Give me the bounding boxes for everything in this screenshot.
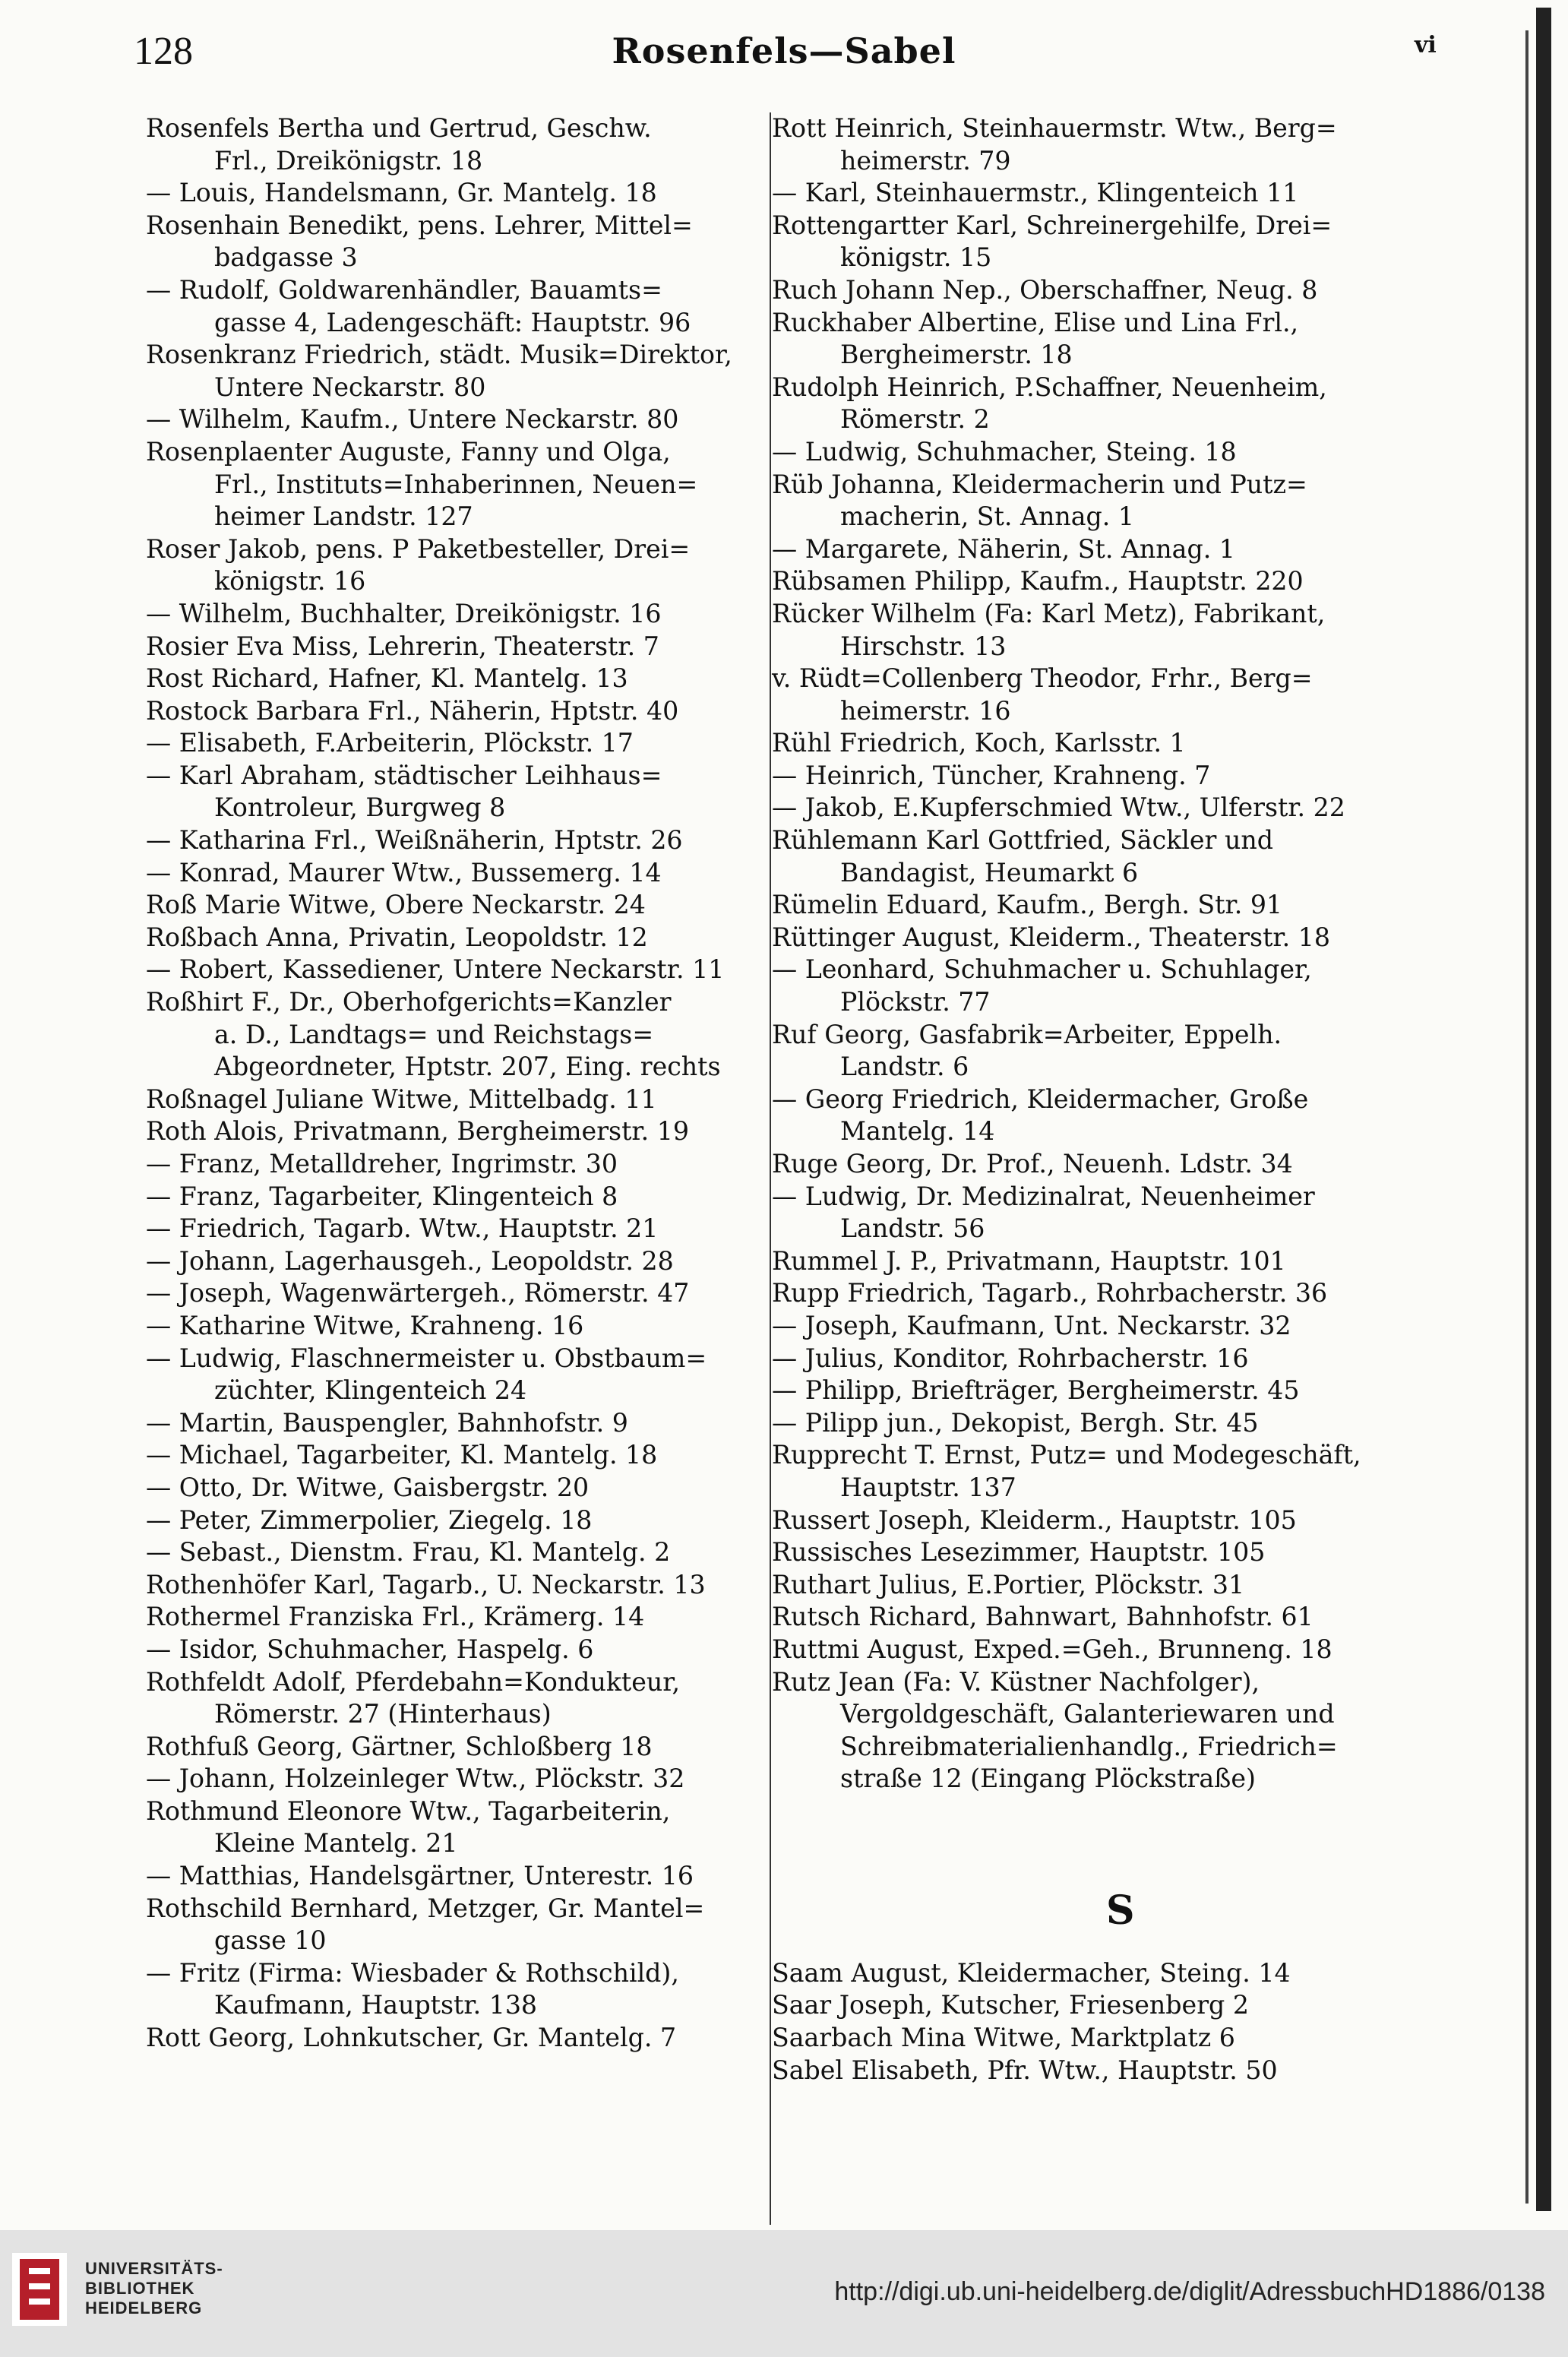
page-edge-line: [1525, 30, 1528, 2204]
directory-entry: [146, 533, 757, 598]
entry-continuation-line: Kleine Mantelg. 21: [214, 1828, 458, 1859]
entry-line: — Ludwig, Flaschnermeister u. Obstbaum=: [146, 1343, 707, 1373]
directory-entry: [146, 598, 757, 631]
entry-line: Rudolph Heinrich, P.Schaffner, Neuenheim,: [772, 372, 1327, 402]
entry-line: — Elisabeth, F.Arbeiterin, Plöckstr. 17: [146, 728, 634, 758]
directory-entry: [146, 210, 757, 274]
directory-entry: [772, 533, 1401, 566]
directory-entry: [146, 922, 757, 954]
directory-entry: [146, 1860, 757, 1893]
entry-continuation-line: Landstr. 56: [840, 1213, 985, 1244]
directory-entry: [146, 1795, 757, 1860]
entry-line: Russert Joseph, Kleiderm., Hauptstr. 105: [772, 1504, 1297, 1535]
entry-continuation-line: Plöckstr. 77: [840, 987, 991, 1017]
entry-line: — Ludwig, Schuhmacher, Steing. 18: [772, 436, 1237, 467]
entry-line: Rüttinger August, Kleiderm., Theaterstr. 18: [772, 922, 1330, 952]
entry-line: Rothfuß Georg, Gärtner, Schloßberg 18: [146, 1731, 653, 1761]
entry-line: Ruttmi August, Exped.=Geh., Brunneng. 18: [772, 1634, 1332, 1664]
entry-line: Saar Joseph, Kutscher, Friesenberg 2: [772, 1990, 1249, 2020]
entry-line: — Wilhelm, Kaufm., Untere Neckarstr. 80: [146, 404, 679, 435]
library-name-line-2: BIBLIOTHEK: [85, 2279, 195, 2298]
directory-entry: [772, 1989, 1401, 2022]
entry-line: Roßhirt F., Dr., Oberhofgerichts=Kanzler: [146, 987, 672, 1017]
entry-line: Rosier Eva Miss, Lehrerin, Theaterstr. 7: [146, 631, 659, 661]
entry-line: Rutz Jean (Fa: V. Küstner Nachfolger),: [772, 1666, 1260, 1697]
entry-line: Ruge Georg, Dr. Prof., Neuenh. Ldstr. 34: [772, 1149, 1293, 1178]
university-seal-icon: [12, 2253, 67, 2326]
entry-line: Rupp Friedrich, Tagarb., Rohrbacherstr. 36: [772, 1278, 1328, 1308]
entry-line: Rothermel Franziska Frl., Krämerg. 14: [146, 1602, 645, 1632]
entry-line: Rühlemann Karl Gottfried, Säckler und: [772, 825, 1273, 856]
entry-continuation-line: königstr. 15: [840, 242, 992, 273]
entry-line: Rühl Friedrich, Koch, Karlsstr. 1: [772, 728, 1186, 758]
entry-line: Rupprecht T. Ernst, Putz= und Modegeschäft,: [772, 1440, 1361, 1470]
entry-line: — Isidor, Schuhmacher, Haspelg. 6: [146, 1634, 594, 1664]
entry-line: Rottengartter Karl, Schreinergehilfe, Drei=: [772, 210, 1332, 240]
entry-continuation-line: Untere Neckarstr. 80: [214, 372, 486, 402]
entry-continuation-line: gasse 4, Ladengeschäft: Hauptstr. 96: [214, 307, 691, 337]
entry-continuation-line: gasse 10: [214, 1925, 327, 1956]
entry-continuation-line: Frl., Instituts=Inhaberinnen, Neuen=: [214, 469, 698, 499]
directory-entry: [146, 1731, 757, 1764]
directory-entry: [146, 1213, 757, 1245]
entry-line: Rosenfels Bertha und Gertrud, Geschw.: [146, 113, 652, 143]
entry-continuation-line: Frl., Dreikönigstr. 18: [214, 145, 483, 176]
directory-entry: [772, 1536, 1401, 1569]
directory-entry: [146, 727, 757, 760]
right-column: [772, 112, 1401, 2086]
directory-entry: [146, 1504, 757, 1537]
directory-entry: [772, 954, 1401, 1018]
entry-line: — Joseph, Wagenwärtergeh., Römerstr. 47: [146, 1278, 690, 1308]
directory-entry: [772, 1439, 1401, 1504]
directory-entry: [772, 274, 1401, 307]
entry-line: — Julius, Konditor, Rohrbacherstr. 16: [772, 1343, 1249, 1373]
entry-continuation-line: Hirschstr. 13: [840, 631, 1007, 661]
entry-line: Rott Heinrich, Steinhauermstr. Wtw., Berg=: [772, 113, 1337, 143]
directory-entry: [146, 631, 757, 663]
entry-line: — Georg Friedrich, Kleidermacher, Große: [772, 1084, 1309, 1114]
directory-entry: [772, 469, 1401, 533]
directory-entry: [772, 177, 1401, 210]
entry-continuation-line: Bandagist, Heumarkt 6: [840, 857, 1139, 887]
entry-continuation-line: Abgeordneter, Hptstr. 207, Eing. rechts: [214, 1052, 721, 1082]
entry-line: Rostock Barbara Frl., Näherin, Hptstr. 40: [146, 695, 679, 726]
entry-line: Ruch Johann Nep., Oberschaffner, Neug. 8: [772, 274, 1318, 305]
directory-entry: [772, 372, 1401, 436]
directory-entry: [146, 954, 757, 986]
directory-entry: [146, 986, 757, 1084]
source-url-link[interactable]: http://digi.ub.uni-heidelberg.de/diglit/AdressbuchHD1886/0138: [834, 2277, 1545, 2306]
section-letter-heading: S: [1106, 1887, 1135, 1934]
entry-line: — Peter, Zimmerpolier, Ziegelg. 18: [146, 1504, 593, 1535]
directory-entry: [772, 1277, 1401, 1310]
entry-line: Rosenhain Benedikt, pens. Lehrer, Mittel=: [146, 210, 693, 240]
directory-entry: [772, 2055, 1401, 2087]
directory-entry: [772, 1569, 1401, 1602]
directory-entry: [772, 1375, 1401, 1407]
entry-line: — Johann, Lagerhausgeh., Leopoldstr. 28: [146, 1245, 674, 1276]
directory-entry: [146, 1407, 757, 1440]
directory-entry: [146, 1666, 757, 1731]
entry-line: Roser Jakob, pens. P Paketbesteller, Drei=: [146, 533, 691, 564]
directory-entry: [772, 1181, 1401, 1245]
entry-line: Rosenplaenter Auguste, Fanny und Olga,: [146, 436, 671, 467]
entry-continuation-line: a. D., Landtags= und Reichstags=: [214, 1019, 654, 1049]
directory-entry: [146, 112, 757, 177]
entry-line: — Jakob, E.Kupferschmied Wtw., Ulferstr. 22: [772, 793, 1345, 823]
entry-line: Rücker Wilhelm (Fa: Karl Metz), Fabrikant,: [772, 598, 1326, 628]
entry-continuation-line: Schreibmaterialienhandlg., Friedrich=: [840, 1731, 1338, 1761]
directory-entry: [772, 565, 1401, 598]
entry-line: — Matthias, Handelsgärtner, Unterestr. 16: [146, 1861, 694, 1891]
entry-line: — Pilipp jun., Dekopist, Bergh. Str. 45: [772, 1407, 1259, 1438]
directory-entry: [146, 1115, 757, 1148]
entry-line: — Margarete, Näherin, St. Annag. 1: [772, 533, 1235, 564]
entry-line: — Konrad, Maurer Wtw., Bussemerg. 14: [146, 857, 662, 887]
directory-entry: [772, 824, 1401, 889]
entry-line: — Louis, Handelsmann, Gr. Mantelg. 18: [146, 178, 657, 208]
entry-continuation-line: straße 12 (Eingang Plöckstraße): [840, 1764, 1256, 1794]
entry-line: Rümelin Eduard, Kaufm., Bergh. Str. 91: [772, 890, 1283, 920]
directory-entry: [772, 1504, 1401, 1537]
entry-line: Russisches Lesezimmer, Hauptstr. 105: [772, 1537, 1266, 1568]
entry-line: v. Rüdt=Collenberg Theodor, Frhr., Berg=: [772, 663, 1313, 694]
directory-entry: [772, 1601, 1401, 1634]
directory-entry: [146, 1343, 757, 1407]
directory-entry: [146, 760, 757, 824]
entry-line: Ruckhaber Albertine, Elise und Lina Frl.,: [772, 307, 1299, 337]
entry-continuation-line: züchter, Klingenteich 24: [214, 1375, 527, 1406]
entry-line: — Michael, Tagarbeiter, Kl. Mantelg. 18: [146, 1440, 658, 1470]
directory-entry: [772, 2022, 1401, 2055]
entry-line: — Martin, Bauspengler, Bahnhofstr. 9: [146, 1407, 628, 1438]
directory-entry: [772, 727, 1401, 760]
entry-line: — Karl, Steinhauermstr., Klingenteich 11: [772, 178, 1299, 208]
entry-line: — Wilhelm, Buchhalter, Dreikönigstr. 16: [146, 598, 662, 628]
directory-entry: [146, 695, 757, 728]
entry-line: Rummel J. P., Privatmann, Hauptstr. 101: [772, 1245, 1286, 1276]
directory-entry: [772, 1634, 1401, 1666]
left-column: [146, 112, 757, 2055]
directory-entry: [146, 1310, 757, 1343]
entry-line: — Katharina Frl., Weißnäherin, Hptstr. 26: [146, 825, 683, 856]
directory-entry: [146, 1601, 757, 1634]
column-divider: [770, 112, 771, 2225]
entry-line: — Franz, Metalldreher, Ingrimstr. 30: [146, 1149, 618, 1178]
library-name-line-3: HEIDELBERG: [85, 2298, 203, 2317]
directory-entry: [772, 1407, 1401, 1440]
directory-entry: [772, 792, 1401, 824]
entry-continuation-line: Mantelg. 14: [840, 1116, 995, 1147]
entry-line: Rutsch Richard, Bahnwart, Bahnhofstr. 61: [772, 1602, 1314, 1632]
entry-continuation-line: Kontroleur, Burgweg 8: [214, 793, 506, 823]
directory-entry: [146, 1634, 757, 1666]
directory-entry: [772, 1148, 1401, 1181]
directory-entry: [146, 436, 757, 533]
entry-continuation-line: badgasse 3: [214, 242, 358, 273]
entry-continuation-line: Vergoldgeschäft, Galanteriewaren und: [840, 1699, 1335, 1729]
entry-continuation-line: Landstr. 6: [840, 1052, 969, 1082]
entry-line: Rüb Johanna, Kleidermacherin und Putz=: [772, 469, 1307, 499]
page-edge-shadow: [1536, 8, 1551, 2211]
directory-entry: [772, 1310, 1401, 1343]
entry-continuation-line: heimerstr. 79: [840, 145, 1011, 176]
entry-line: Ruf Georg, Gasfabrik=Arbeiter, Eppelh.: [772, 1019, 1282, 1049]
entry-continuation-line: königstr. 16: [214, 566, 366, 596]
directory-entry: [146, 824, 757, 857]
directory-entry: [772, 1957, 1401, 1990]
directory-entry: [146, 274, 757, 339]
entry-line: — Joseph, Kaufmann, Unt. Neckarstr. 32: [772, 1310, 1291, 1340]
entry-line: Roßbach Anna, Privatin, Leopoldstr. 12: [146, 922, 648, 952]
entry-line: Rübsamen Philipp, Kaufm., Hauptstr. 220: [772, 566, 1304, 596]
entry-line: — Johann, Holzeinleger Wtw., Plöckstr. 32: [146, 1764, 685, 1794]
entry-line: Rothmund Eleonore Wtw., Tagarbeiterin,: [146, 1795, 671, 1826]
entry-continuation-line: Kaufmann, Hauptstr. 138: [214, 1990, 538, 2020]
directory-entry: [146, 403, 757, 436]
directory-entry: [146, 1763, 757, 1795]
directory-entry: [146, 1569, 757, 1602]
entry-line: — Fritz (Firma: Wiesbader & Rothschild),: [146, 1957, 679, 1988]
library-name-line-1: UNIVERSITÄTS-: [85, 2259, 223, 2278]
entry-continuation-line: Hauptstr. 137: [840, 1472, 1016, 1502]
entry-continuation-line: Römerstr. 27 (Hinterhaus): [214, 1699, 552, 1729]
directory-entry: [146, 1472, 757, 1504]
directory-entry: [772, 889, 1401, 922]
entry-line: Rosenkranz Friedrich, städt. Musik=Direktor,: [146, 340, 732, 370]
entry-line: Sabel Elisabeth, Pfr. Wtw., Hauptstr. 50: [772, 2055, 1278, 2085]
directory-entry: [146, 339, 757, 403]
entry-continuation-line: Bergheimerstr. 18: [840, 340, 1073, 370]
entry-line: — Rudolf, Goldwarenhändler, Bauamts=: [146, 274, 662, 305]
entry-line: — Franz, Tagarbeiter, Klingenteich 8: [146, 1181, 618, 1211]
entry-line: Rothfeldt Adolf, Pferdebahn=Kondukteur,: [146, 1666, 681, 1697]
page-number: 128: [134, 30, 193, 73]
entry-line: Ruthart Julius, E.Portier, Plöckstr. 31: [772, 1569, 1245, 1599]
directory-entry: [772, 1343, 1401, 1375]
running-title: Rosenfels—Sabel: [612, 30, 956, 71]
directory-entry: [772, 663, 1401, 727]
directory-entry: [146, 1181, 757, 1213]
entry-line: — Leonhard, Schuhmacher u. Schuhlager,: [772, 954, 1312, 985]
directory-entry: [146, 1148, 757, 1181]
entry-line: Rothschild Bernhard, Metzger, Gr. Mantel=: [146, 1893, 705, 1923]
entry-continuation-line: heimerstr. 16: [840, 695, 1011, 726]
directory-entry: [146, 1893, 757, 1957]
directory-entry: [146, 1084, 757, 1116]
directory-entry: [146, 2022, 757, 2055]
entry-continuation-line: Römerstr. 2: [840, 404, 990, 435]
entry-line: Rott Georg, Lohnkutscher, Gr. Mantelg. 7: [146, 2023, 677, 2053]
directory-entry: [772, 1245, 1401, 1278]
entry-line: Rost Richard, Hafner, Kl. Mantelg. 13: [146, 663, 628, 694]
directory-entry: [772, 112, 1401, 177]
entry-line: Roßnagel Juliane Witwe, Mittelbadg. 11: [146, 1084, 657, 1114]
directory-entry: [772, 210, 1401, 274]
directory-entry: [772, 1019, 1401, 1084]
entry-line: — Heinrich, Tüncher, Krahneng. 7: [772, 760, 1211, 790]
directory-entry: [146, 1536, 757, 1569]
entry-line: — Ludwig, Dr. Medizinalrat, Neuenheimer: [772, 1181, 1315, 1211]
viewer-footer: [0, 2230, 1568, 2357]
directory-entry: [772, 922, 1401, 954]
entry-line: — Robert, Kassediener, Untere Neckarstr. 11: [146, 954, 725, 985]
directory-entry: [772, 1666, 1401, 1795]
directory-entry: [146, 1957, 757, 2022]
entry-continuation-line: macherin, St. Annag. 1: [840, 501, 1134, 532]
directory-entry: [772, 598, 1401, 663]
directory-entry: [146, 889, 757, 922]
directory-entry: [146, 1439, 757, 1472]
entry-line: Saarbach Mina Witwe, Marktplatz 6: [772, 2023, 1235, 2053]
entry-line: — Katharine Witwe, Krahneng. 16: [146, 1310, 584, 1340]
entry-line: Rothenhöfer Karl, Tagarb., U. Neckarstr. 13: [146, 1569, 706, 1599]
entry-line: Saam August, Kleidermacher, Steing. 14: [772, 1957, 1291, 1988]
directory-entry: [146, 857, 757, 890]
library-name: [85, 2259, 223, 2318]
directory-entry: [146, 1245, 757, 1278]
directory-entry: [146, 663, 757, 695]
directory-entry: [772, 307, 1401, 372]
entry-line: — Sebast., Dienstm. Frau, Kl. Mantelg. 2: [146, 1537, 671, 1568]
directory-entry: [772, 760, 1401, 793]
entry-line: Roth Alois, Privatmann, Bergheimerstr. 19: [146, 1116, 689, 1147]
entry-line: — Philipp, Briefträger, Bergheimerstr. 45: [772, 1375, 1300, 1406]
entry-line: — Karl Abraham, städtischer Leihhaus=: [146, 760, 662, 790]
directory-entry: [146, 1277, 757, 1310]
directory-entry: [146, 177, 757, 210]
directory-entry: [772, 1084, 1401, 1148]
entry-line: — Otto, Dr. Witwe, Gaisbergstr. 20: [146, 1472, 590, 1502]
directory-entry: [772, 436, 1401, 469]
entry-continuation-line: heimer Landstr. 127: [214, 501, 473, 532]
entry-line: — Friedrich, Tagarb. Wtw., Hauptstr. 21: [146, 1213, 659, 1244]
corner-mark: vi: [1415, 32, 1437, 59]
entry-line: Roß Marie Witwe, Obere Neckarstr. 24: [146, 890, 646, 920]
